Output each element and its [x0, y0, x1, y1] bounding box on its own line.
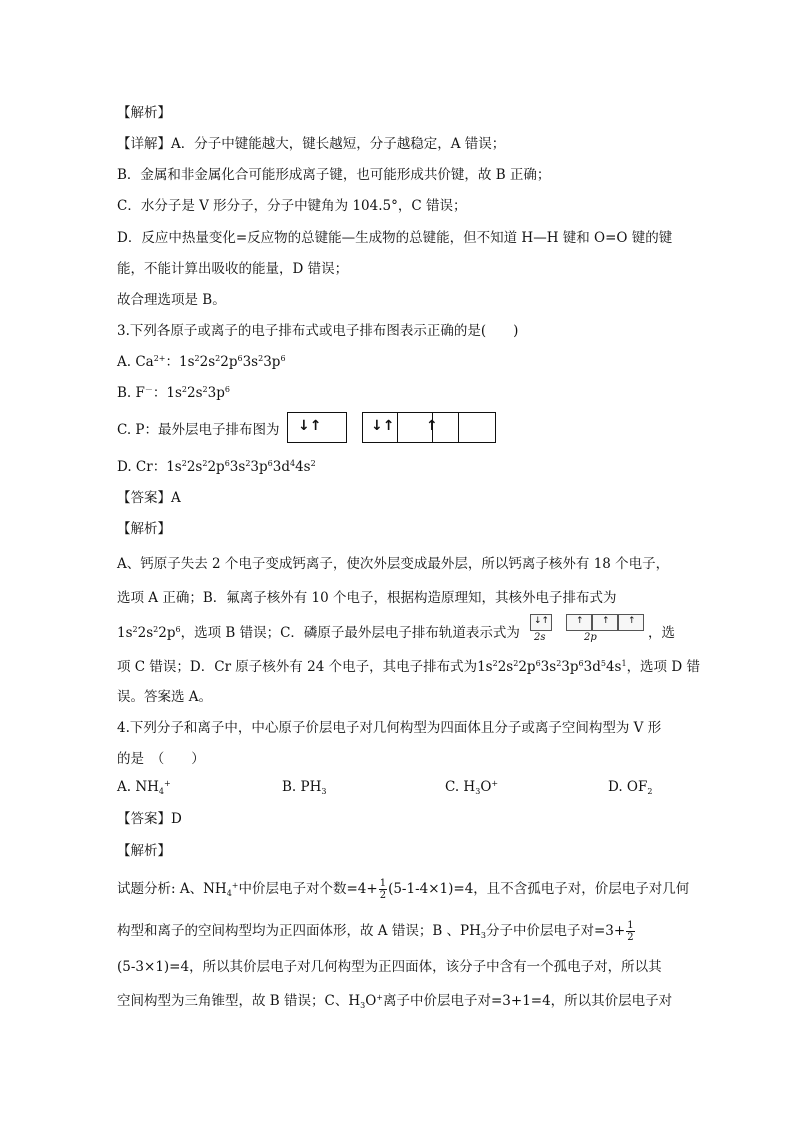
arrow-down-up-icon: ↓↑	[298, 418, 322, 434]
question-3-stem: 3.下列各原子或离子的电子排布式或电子排布图表示正确的是( )	[117, 323, 519, 339]
analysis-line1: 试题分析: A、$NH_4^+$中价层电子对个数=4+ $\frac{1}{2}$ (5-1-4×1)=4，且不含孤电子对，价层电子对几何	[117, 878, 690, 901]
arrow-up-icon: ↑	[628, 616, 636, 626]
detail-c: C．水分子是 V 形分子，分子中键角为 104.5°，C 错误；	[117, 198, 467, 214]
analysis-line3: (5-3×1)=4，所以其价层电子对几何构型为正四面体，该分子中含有一个孤电子对，所以其	[117, 959, 662, 975]
fraction-half: $\frac{1}{2}$	[379, 878, 387, 901]
option-d: D. $OF_2$	[608, 779, 653, 796]
arrow-down-up-icon: ↓↑	[534, 616, 550, 626]
arrow-up-icon: ↑	[576, 616, 584, 626]
detail-d-line2: 能，不能计算出吸收的能量，D 错误；	[117, 261, 349, 277]
orbital-box-3p-3	[458, 412, 496, 443]
option-a: A. $NH_4^+$	[117, 779, 171, 796]
answer-label: 【答案】A	[117, 490, 181, 506]
answer-label: 【答案】D	[117, 811, 182, 827]
explanation-line3-end: ，选	[648, 625, 675, 641]
arrow-up-icon: ↑	[602, 616, 610, 626]
explanation-line2: 选项 A 正确；B．氟离子核外有 10 个电子，根据构造原理知，其核外电子排布式为	[117, 590, 617, 606]
conclusion: 故合理选项是 B。	[117, 292, 226, 308]
explanation-line5: 误。答案选 A。	[117, 689, 213, 705]
question-4-stem-line1: 4.下列分子和离子中，中心原子价层电子对几何构型为四面体且分子或离子空间构型为 V 形	[117, 720, 662, 736]
option-d: D. Cr：$1s^22s^22p^63s^23p^63d^44s^2$	[117, 459, 316, 475]
explanation-line1: A、钙原子失去 2 个电子变成钙离子，使次外层变成最外层，所以钙离子核外有 18 个电子，	[117, 556, 670, 572]
option-b: B. F－：$1s^22s^23p^6$	[117, 385, 230, 401]
section-label-jiexi: 【解析】	[117, 521, 171, 537]
section-label-jiexi: 【解析】	[117, 105, 171, 121]
detail-a: 【详解】A．分子中键能越大，键长越短，分子越稳定，A 错误；	[117, 136, 506, 152]
explanation-line3: $1s^22s^22p^6$，选项 B 错误；C．磷原子最外层电子排布轨道表示式为	[117, 625, 520, 641]
analysis-line4: 空间构型为三角锥型，故 B 错误；C、$H_3O^+$离子中价层电子对=3+1=4，所以其价层电子对	[117, 993, 673, 1010]
orbital-label-2p: 2p	[584, 632, 597, 643]
section-label-jiexi: 【解析】	[117, 843, 171, 859]
option-b: B. $PH_3$	[282, 779, 327, 796]
orbital-label-2s: 2s	[534, 632, 546, 643]
explanation-line4: 项 C 错误；D．Cr 原子核外有 24 个电子，其电子排布式为$1s^22s^22p^63s^23p^63d^54s^1$，选项 D 错	[117, 659, 700, 675]
question-4-stem-line2: 的是 （ ）	[117, 751, 205, 767]
arrow-down-up-icon: ↓↑	[371, 418, 395, 434]
orbital-box-3p-connector	[432, 412, 459, 443]
detail-d-line1: D．反应中热量变化=反应物的总键能—生成物的总键能，但不知道 H—H 键和 O=O 键的键	[117, 230, 673, 246]
option-c-label: C. P：最外层电子排布图为	[117, 422, 280, 438]
analysis-line2: 构型和离子的空间构型均为正四面体形，故 A 错误；B 、$PH_3$分子中价层电子对=3+ $\frac{1}{2}$	[117, 920, 634, 943]
arrow-up-icon: ↑	[426, 418, 438, 434]
option-a: A. $Ca^{2+}$：$1s^22s^22p^63s^23p^6$	[117, 354, 286, 370]
detail-b: B．金属和非金属化合可能形成离子键，也可能形成共价键，故 B 正确；	[117, 167, 551, 183]
fraction-half: $\frac{1}{2}$	[627, 920, 634, 943]
option-c: C. $H_3O^+$	[445, 779, 499, 796]
